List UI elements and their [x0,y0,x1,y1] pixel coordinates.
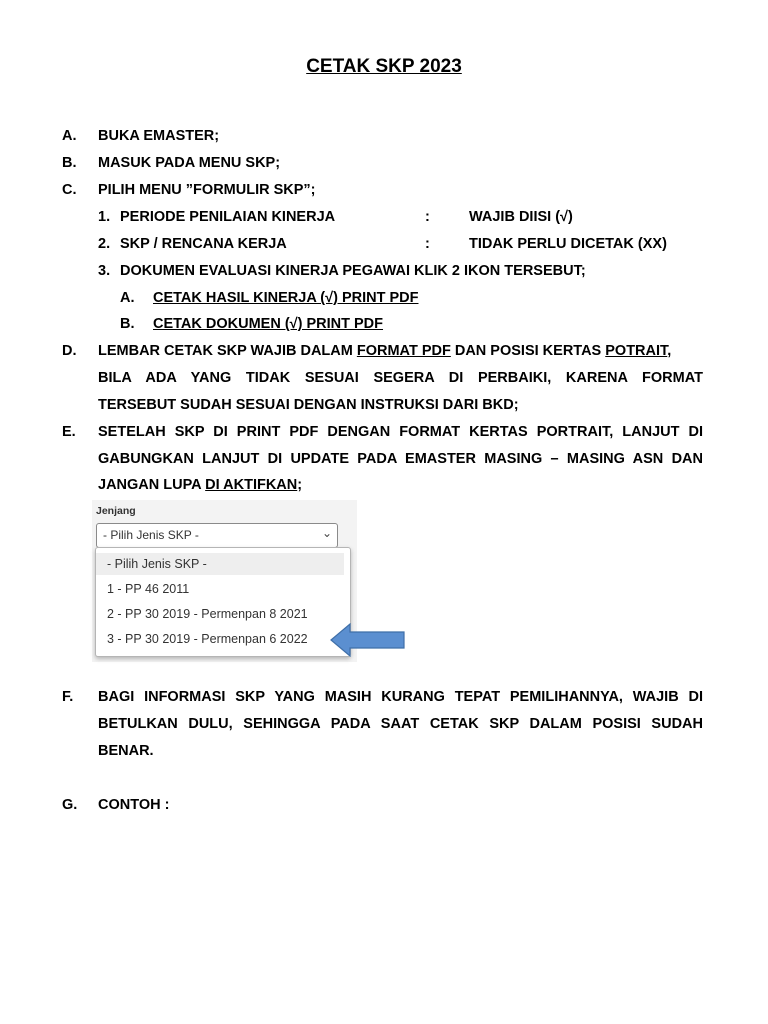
step-d-letter: D. [62,343,77,359]
dropdown-option[interactable]: 3 - PP 30 2019 - Permenpan 6 2022 [107,632,308,646]
step-c-subitem-text: CETAK DOKUMEN (√) PRINT PDF [153,316,384,332]
step-d-line-1: LEMBAR CETAK SKP WAJIB DALAM FORMAT PDF DAN POSISI KERTAS POTRAIT, [98,343,672,359]
step-f-line-1: BAGI INFORMASI SKP YANG MASIH KURANG TEPAT PEMILIHANNYA, WAJIB DI [98,689,703,705]
step-f-letter: F. [62,689,74,705]
jenjang-label: Jenjang [96,505,136,517]
dropdown-option[interactable]: 1 - PP 46 2011 [107,582,190,596]
step-c-item-colon: : [425,236,430,252]
step-d-line-3: TERSEBUT SUDAH SESUAI DENGAN INSTRUKSI DARI BKD; [98,397,519,413]
step-b-text: MASUK PADA MENU SKP; [98,155,281,171]
step-c-item-label: SKP / RENCANA KERJA [120,236,287,252]
jenis-skp-dropdown [95,547,351,657]
step-c-item-value: TIDAK PERLU DICETAK (XX) [469,236,667,252]
pointer-arrow-icon [330,623,406,657]
step-c-item-number: 2. [98,236,111,252]
step-c-subitem-text: CETAK HASIL KINERJA (√) PRINT PDF [153,290,419,306]
step-a-letter: A. [62,128,77,144]
step-c-letter: C. [62,182,77,198]
step-f-line-2: BETULKAN DULU, SEHINGGA PADA SAAT CETAK SKP DALAM POSISI SUDAH [98,716,703,732]
step-e-line-2: GABUNGKAN LANJUT DI UPDATE PADA EMASTER MASING – MASING ASN DAN [98,451,703,467]
select-value: - Pilih Jenis SKP - [103,528,199,542]
dropdown-option[interactable]: 2 - PP 30 2019 - Permenpan 8 2021 [107,607,308,621]
step-c-item-number: 3. [98,263,111,279]
step-c-item-colon: : [425,209,430,225]
step-a-text: BUKA EMASTER; [98,128,220,144]
step-e-line-3: JANGAN LUPA DI AKTIFKAN; [98,477,303,493]
step-e-letter: E. [62,424,76,440]
step-c-subitem-letter: A. [120,290,135,306]
step-d-line-2: BILA ADA YANG TIDAK SESUAI SEGERA DI PERBAIKI, KARENA FORMAT [98,370,703,386]
step-b-letter: B. [62,155,77,171]
step-c-item-label: PERIODE PENILAIAN KINERJA [120,209,336,225]
step-c-item-label: DOKUMEN EVALUASI KINERJA PEGAWAI KLIK 2 IKON TERSEBUT; [120,263,586,279]
step-g-letter: G. [62,797,78,813]
dropdown-option[interactable]: - Pilih Jenis SKP - [96,553,344,575]
step-c-subitem-letter: B. [120,316,135,332]
step-f-line-3: BENAR. [98,743,154,759]
chevron-down-icon: ⌄ [321,526,332,540]
step-c-item-value: WAJIB DIISI (√) [469,209,573,225]
step-c-item-number: 1. [98,209,111,225]
page-title: CETAK SKP 2023 [306,56,462,77]
embedded-screenshot [92,500,357,662]
jenis-skp-select[interactable] [96,523,338,548]
step-e-line-1: SETELAH SKP DI PRINT PDF DENGAN FORMAT KERTAS PORTRAIT, LANJUT DI [98,424,703,440]
step-g-text: CONTOH : [98,797,170,813]
step-c-text: PILIH MENU ”FORMULIR SKP”; [98,182,316,198]
